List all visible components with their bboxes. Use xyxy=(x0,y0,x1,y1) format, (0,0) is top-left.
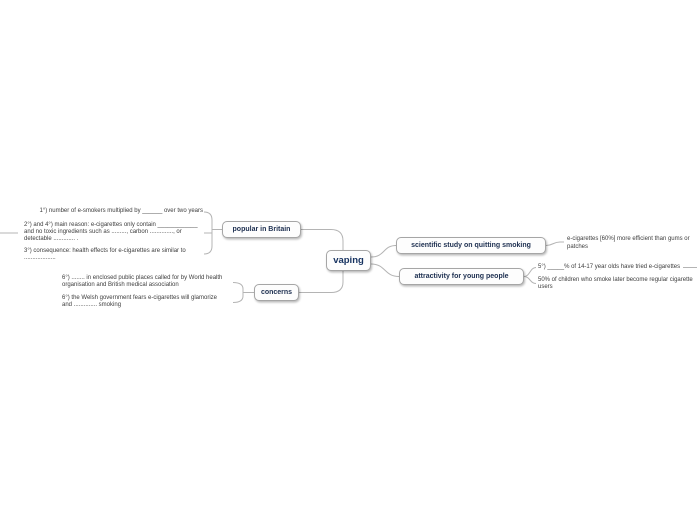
leaf-item-5[interactable]: 5°) _____% of 14-17 year olds have tried e-cigarettes xyxy=(538,264,681,270)
branch-node-attractivity[interactable] xyxy=(399,268,524,285)
branch-node-concerns[interactable] xyxy=(254,284,299,301)
branch-node-label: concerns xyxy=(260,289,293,296)
leaf-item-1[interactable]: 1°) number of e-smokers multiplied by ______ over two years xyxy=(39,208,203,214)
leaf-item-6-welsh-government[interactable]: 6°) the Welsh government fears e-cigarettes will glamorize and .............. smoking xyxy=(62,295,218,308)
connector-scientific-leaf xyxy=(546,242,564,246)
branch-node-label: scientific study on quitting smoking xyxy=(411,242,531,249)
connector-concerns-root xyxy=(299,271,343,293)
connector-root-scientific xyxy=(371,246,396,258)
branch-node-popular-in-britain[interactable] xyxy=(222,221,301,238)
leaf-item-50-percent[interactable]: 50% of children who smoke later become regular cigarette users xyxy=(538,277,693,290)
branch-node-scientific-study[interactable] xyxy=(396,237,546,254)
connector-concerns-bracket xyxy=(233,283,243,303)
leaf-item-ecig-efficiency[interactable]: e-cigarettes [60%] more efficient than gums or patches xyxy=(567,236,690,250)
root-node-vaping[interactable] xyxy=(326,250,371,271)
connector-popular-root xyxy=(301,230,343,251)
leaf-item-3[interactable]: 3°) consequence: health effects for e-cigarettes are similar to ................... xyxy=(24,248,186,261)
branch-node-label: popular in Britain xyxy=(232,226,291,233)
connector-attractivity-leaf1 xyxy=(524,268,536,277)
leaf-item-6-enclosed-places[interactable]: 6°) ........ in enclosed public places called for by World health organisation and British medical association xyxy=(62,275,223,288)
branch-node-label: attractivity for young people xyxy=(414,273,509,280)
connector-root-attractivity xyxy=(371,264,399,277)
leaf-item-2-4[interactable]: 2°) and 4°) main reason: e-cigarettes only contain ____________ and no toxic ingredients such as ........., carbon .............., or detectable ............. . xyxy=(24,222,198,242)
root-node-label: vaping xyxy=(333,255,364,266)
connector-attractivity-leaf2 xyxy=(524,277,536,284)
